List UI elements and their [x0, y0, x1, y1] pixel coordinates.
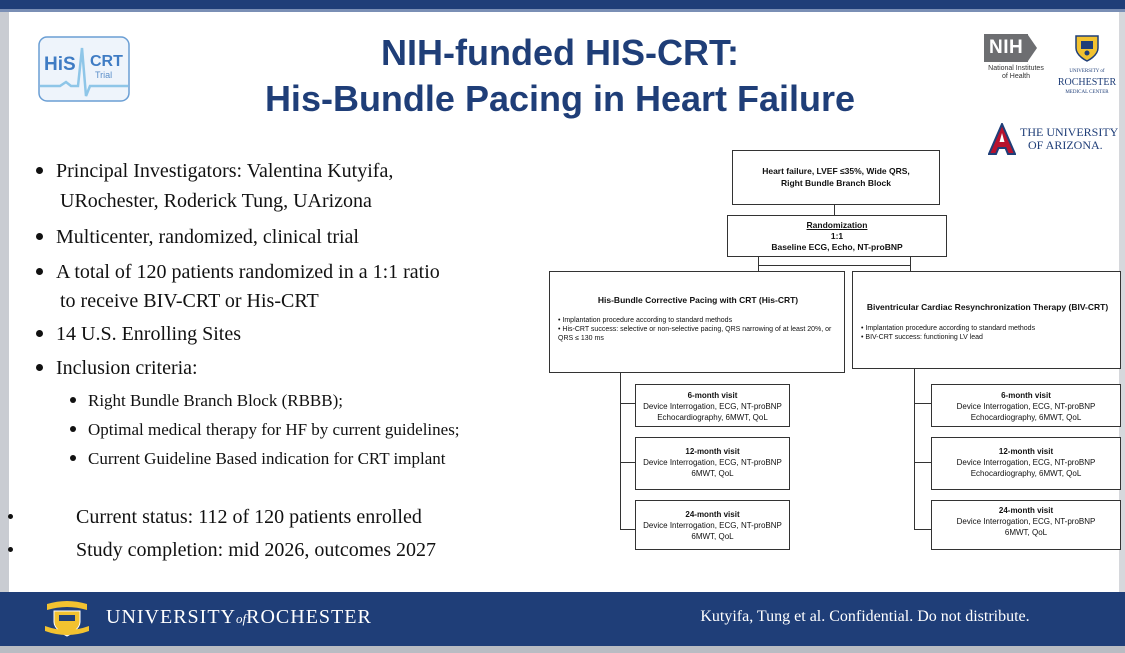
his-arm-item: • Implantation procedure according to standard methods: [558, 317, 733, 324]
bullet-text: 14 U.S. Enrolling Sites: [56, 323, 242, 345]
hiscrt-his-text: HiS: [44, 54, 76, 75]
sub-bullet-item: [70, 420, 460, 440]
top-bar: [0, 0, 1125, 9]
nih-mark: NIH: [984, 34, 1028, 62]
bullet-text: Multicenter, randomized, clinical trial: [56, 226, 359, 248]
rochester-logo-line-2: ROCHESTER: [1057, 77, 1117, 88]
randomization-box: [727, 215, 947, 257]
randomization-title: Randomization: [806, 220, 868, 230]
rochester-shield-icon: [1074, 34, 1100, 62]
study-flowchart: [545, 148, 1123, 558]
population-line-2: Right Bundle Branch Block: [780, 178, 892, 188]
hiscrt-trial-logo: [38, 36, 130, 102]
visit-line-2: Echocardiography, 6MWT, QoL: [657, 413, 768, 422]
visit-line-2: 6MWT, QoL: [1004, 528, 1048, 537]
connector-line: [914, 529, 931, 530]
biv-crt-arm-box: [852, 271, 1121, 369]
biv-visit-box: [931, 437, 1121, 490]
biv-arm-item: • Implantation procedure according to standard methods: [861, 325, 1036, 332]
bullet-dot-icon: [36, 167, 43, 174]
footer-rochester-word: ROCHESTER: [246, 606, 372, 628]
bullet-item: [36, 226, 359, 249]
population-box: [732, 150, 940, 205]
footer-university-word: UNIVERSITY: [106, 606, 236, 628]
visit-line-1: Device Interrogation, ECG, NT-proBNP: [956, 402, 1096, 411]
biv-visit-box: [931, 384, 1121, 427]
title-line-2: His-Bundle Pacing in Heart Failure: [264, 78, 856, 119]
visit-line-1: Device Interrogation, ECG, NT-proBNP: [643, 458, 782, 467]
arizona-line-1: THE UNIVERSITY: [1020, 125, 1119, 139]
status-line: [8, 539, 548, 562]
status-dot-icon: [8, 547, 13, 552]
sub-bullet-item: [70, 391, 343, 411]
biv-visit-box: [931, 500, 1121, 550]
connector-line: [914, 403, 931, 404]
confidentiality-notice: Kutyifa, Tung et al. Confidential. Do not distribute.: [700, 608, 1030, 625]
sub-bullet-dot-icon: [70, 455, 76, 461]
bullet-continuation: to receive BIV-CRT or His-CRT: [60, 290, 319, 312]
bullet-continuation: URochester, Roderick Tung, UArizona: [60, 190, 372, 212]
footer-bottom-edge: [0, 646, 1125, 653]
status-dot-icon: [8, 514, 13, 519]
nih-arrow-icon: [1028, 35, 1037, 61]
visit-line-2: Echocardiography, 6MWT, QoL: [970, 469, 1082, 478]
his-visit-box: [635, 437, 790, 490]
rochester-logo-line-3: MEDICAL CENTER: [1065, 90, 1109, 95]
sub-bullet-text: Optimal medical therapy for HF by current guidelines;: [88, 420, 460, 439]
visit-line-1: Device Interrogation, ECG, NT-proBNP: [956, 458, 1096, 467]
visit-line-2: 6MWT, QoL: [691, 469, 734, 478]
left-edge: [0, 12, 9, 592]
nih-logo: [984, 34, 1048, 94]
his-visit-box: [635, 384, 790, 427]
status-text: Current status: 112 of 120 patients enrolled: [76, 506, 422, 528]
connector-line: [620, 529, 635, 530]
randomization-ratio: 1:1: [830, 231, 844, 241]
connector-line: [620, 372, 621, 530]
nih-sub-2: of Health: [1001, 73, 1031, 80]
visit-title: 24-month visit: [685, 510, 740, 519]
visit-title: 6-month visit: [1001, 391, 1051, 400]
bullet-item: [36, 357, 198, 380]
footer-university-name: [106, 603, 372, 633]
bullet-dot-icon: [36, 330, 43, 337]
bullet-item: [36, 261, 440, 284]
bullet-dot-icon: [36, 268, 43, 275]
his-crt-arm-box: [549, 271, 845, 373]
sub-bullet-dot-icon: [70, 397, 76, 403]
visit-line-1: Device Interrogation, ECG, NT-proBNP: [956, 517, 1096, 526]
sub-bullet-dot-icon: [70, 426, 76, 432]
visit-title: 6-month visit: [687, 391, 738, 400]
hiscrt-trial-text: Trial: [95, 70, 113, 80]
bullet-dot-icon: [36, 233, 43, 240]
status-line: [8, 506, 548, 529]
connector-line: [620, 462, 635, 463]
hiscrt-crt-text: CRT: [90, 53, 123, 70]
bullet-item: [36, 160, 393, 183]
connector-line: [914, 368, 915, 530]
status-text: Study completion: mid 2026, outcomes 2027: [76, 539, 436, 561]
his-arm-title: His-Bundle Corrective Pacing with CRT (His-CRT): [597, 295, 799, 305]
randomization-line: Baseline ECG, Echo, NT-proBNP: [771, 242, 903, 252]
population-line-1: Heart failure, LVEF ≤35%, Wide QRS,: [762, 166, 910, 176]
rochester-logo-line-1: UNIVERSITY of: [1069, 69, 1105, 74]
slide-title: [180, 30, 940, 122]
biv-arm-item: • BIV-CRT success: functioning LV lead: [861, 334, 983, 341]
visit-line-2: Echocardiography, 6MWT, QoL: [970, 413, 1082, 422]
rochester-seal-icon: [42, 600, 92, 638]
bullet-text: A total of 120 patients randomized in a 1:1 ratio: [56, 261, 440, 283]
top-rule: [0, 9, 1125, 12]
bullet-text: Principal Investigators: Valentina Kutyifa,: [56, 160, 394, 182]
bullet-item: [36, 323, 241, 346]
visit-line-1: Device Interrogation, ECG, NT-proBNP: [643, 521, 782, 530]
connector-line: [620, 403, 635, 404]
connector-line: [914, 462, 931, 463]
visit-title: 24-month visit: [998, 506, 1054, 515]
visit-title: 12-month visit: [685, 447, 740, 456]
title-line-1: NIH-funded HIS-CRT:: [381, 32, 739, 73]
bullet-dot-icon: [36, 364, 43, 371]
bullet-text: Inclusion criteria:: [56, 357, 198, 379]
sub-bullet-text: Right Bundle Branch Block (RBBB);: [88, 391, 343, 410]
visit-line-2: 6MWT, QoL: [691, 532, 734, 541]
visit-title: 12-month visit: [998, 447, 1054, 456]
sub-bullet-text: Current Guideline Based indication for CRT implant: [88, 449, 446, 468]
visit-line-1: Device Interrogation, ECG, NT-proBNP: [643, 402, 782, 411]
footer-of-word: of: [236, 611, 247, 626]
his-arm-item: • His-CRT success: selective or non-selective pacing, QRS narrowing of at least 20%, or QRS ≤ 130 ms: [558, 326, 832, 342]
his-visit-box: [635, 500, 790, 550]
connector-line: [758, 265, 911, 266]
biv-arm-title: Biventricular Cardiac Resynchronization Therapy (BIV-CRT): [866, 302, 1109, 312]
arizona-line-2: OF ARIZONA.: [1028, 138, 1103, 152]
rochester-medical-center-logo: [1054, 34, 1120, 96]
nih-sub-1: National Institutes: [988, 65, 1044, 72]
sub-bullet-item: [70, 449, 446, 469]
